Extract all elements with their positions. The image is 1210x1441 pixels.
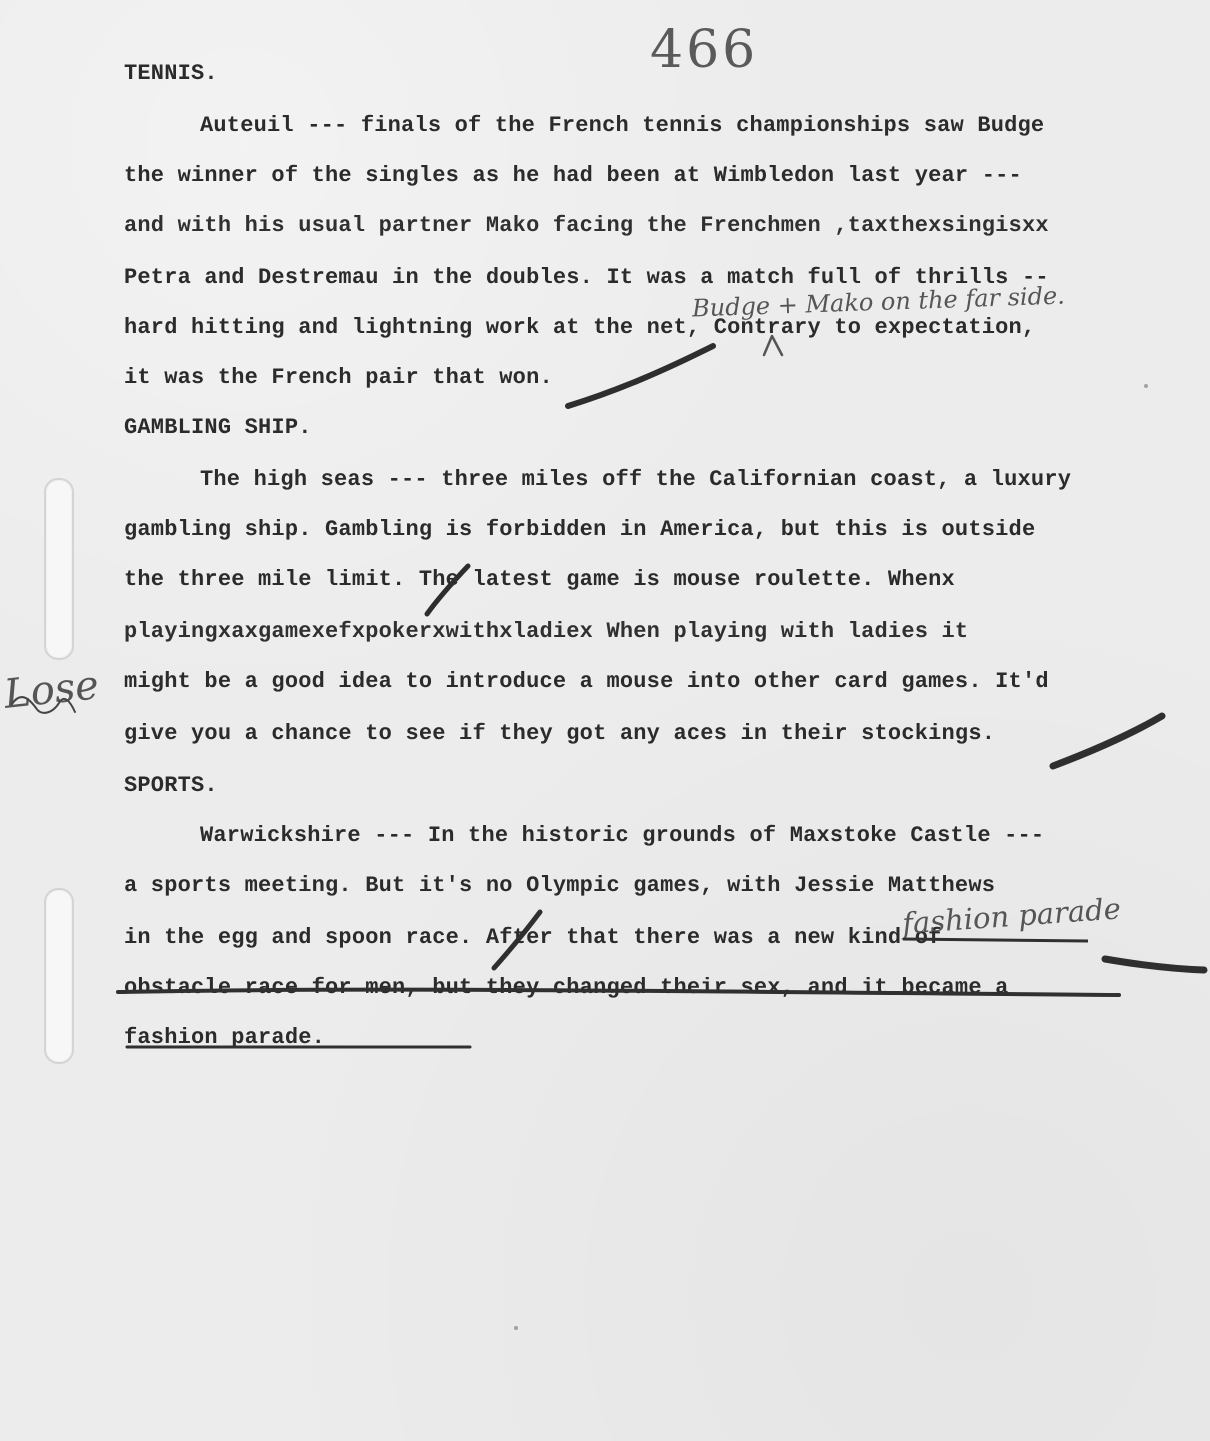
tennis-deletion-stroke [568, 346, 713, 406]
binder-tab-top [44, 478, 74, 660]
tennis-line-3: and with his usual partner Mako facing the Frenchmen ,taxthexsingisxx [124, 213, 1049, 238]
gambling-line-3: the three mile limit. The latest game is mouse roulette. Whenx [124, 567, 955, 592]
section-heading-gambling-ship: GAMBLING SHIP. [124, 415, 312, 440]
tennis-line-4: Petra and Destremau in the doubles. It was a match full of thrills -- [124, 265, 1049, 290]
gambling-line-4: playingxaxgamexefxpokerxwithxladiex When playing with ladies it [124, 619, 969, 644]
gambling-line-2: gambling ship. Gambling is forbidden in America, but this is outside [124, 517, 1036, 542]
sports-line-1: Warwickshire --- In the historic grounds of Maxstoke Castle --- [200, 823, 1045, 848]
gambling-line-6: give you a chance to see if they got any aces in their stockings. [124, 721, 996, 746]
binder-tab-bottom [44, 888, 74, 1064]
sports-line-4: obstacle race for men, but they changed their sex, and it became a [124, 975, 1009, 1000]
sports-handwritten-insertion: fashion parade [901, 891, 1122, 941]
tennis-line-2: the winner of the singles as he had been at Wimbledon last year --- [124, 163, 1022, 188]
tennis-handwritten-insertion: Budge + Mako on the far side. [691, 281, 1066, 323]
paper-speck [1144, 384, 1148, 388]
sports-line-3: in the egg and spoon race. After that there was a new kind of [124, 925, 942, 950]
gambling-end-stroke [1053, 716, 1162, 766]
page-number: 466 [650, 20, 759, 80]
sports-margin-stroke [1105, 959, 1204, 970]
paper-speck [514, 1326, 518, 1330]
gambling-line-5: might be a good idea to introduce a mouse into other card games. It'd [124, 669, 1049, 694]
section-heading-sports: SPORTS. [124, 773, 218, 798]
sports-line-2: a sports meeting. But it's no Olympic games, with Jessie Matthews [124, 873, 996, 898]
tennis-line-1: Auteuil --- finals of the French tennis championships saw Budge [200, 113, 1045, 138]
tennis-line-6: it was the French pair that won. [124, 365, 553, 390]
margin-note: Lose [1, 662, 101, 718]
gambling-line-1: The high seas --- three miles off the Californian coast, a luxury [200, 467, 1072, 492]
tennis-line-5: hard hitting and lightning work at the net, Contrary to expectation, [124, 315, 1036, 340]
section-heading-tennis: TENNIS. [124, 61, 218, 86]
sports-line-5: fashion parade. [124, 1025, 326, 1050]
